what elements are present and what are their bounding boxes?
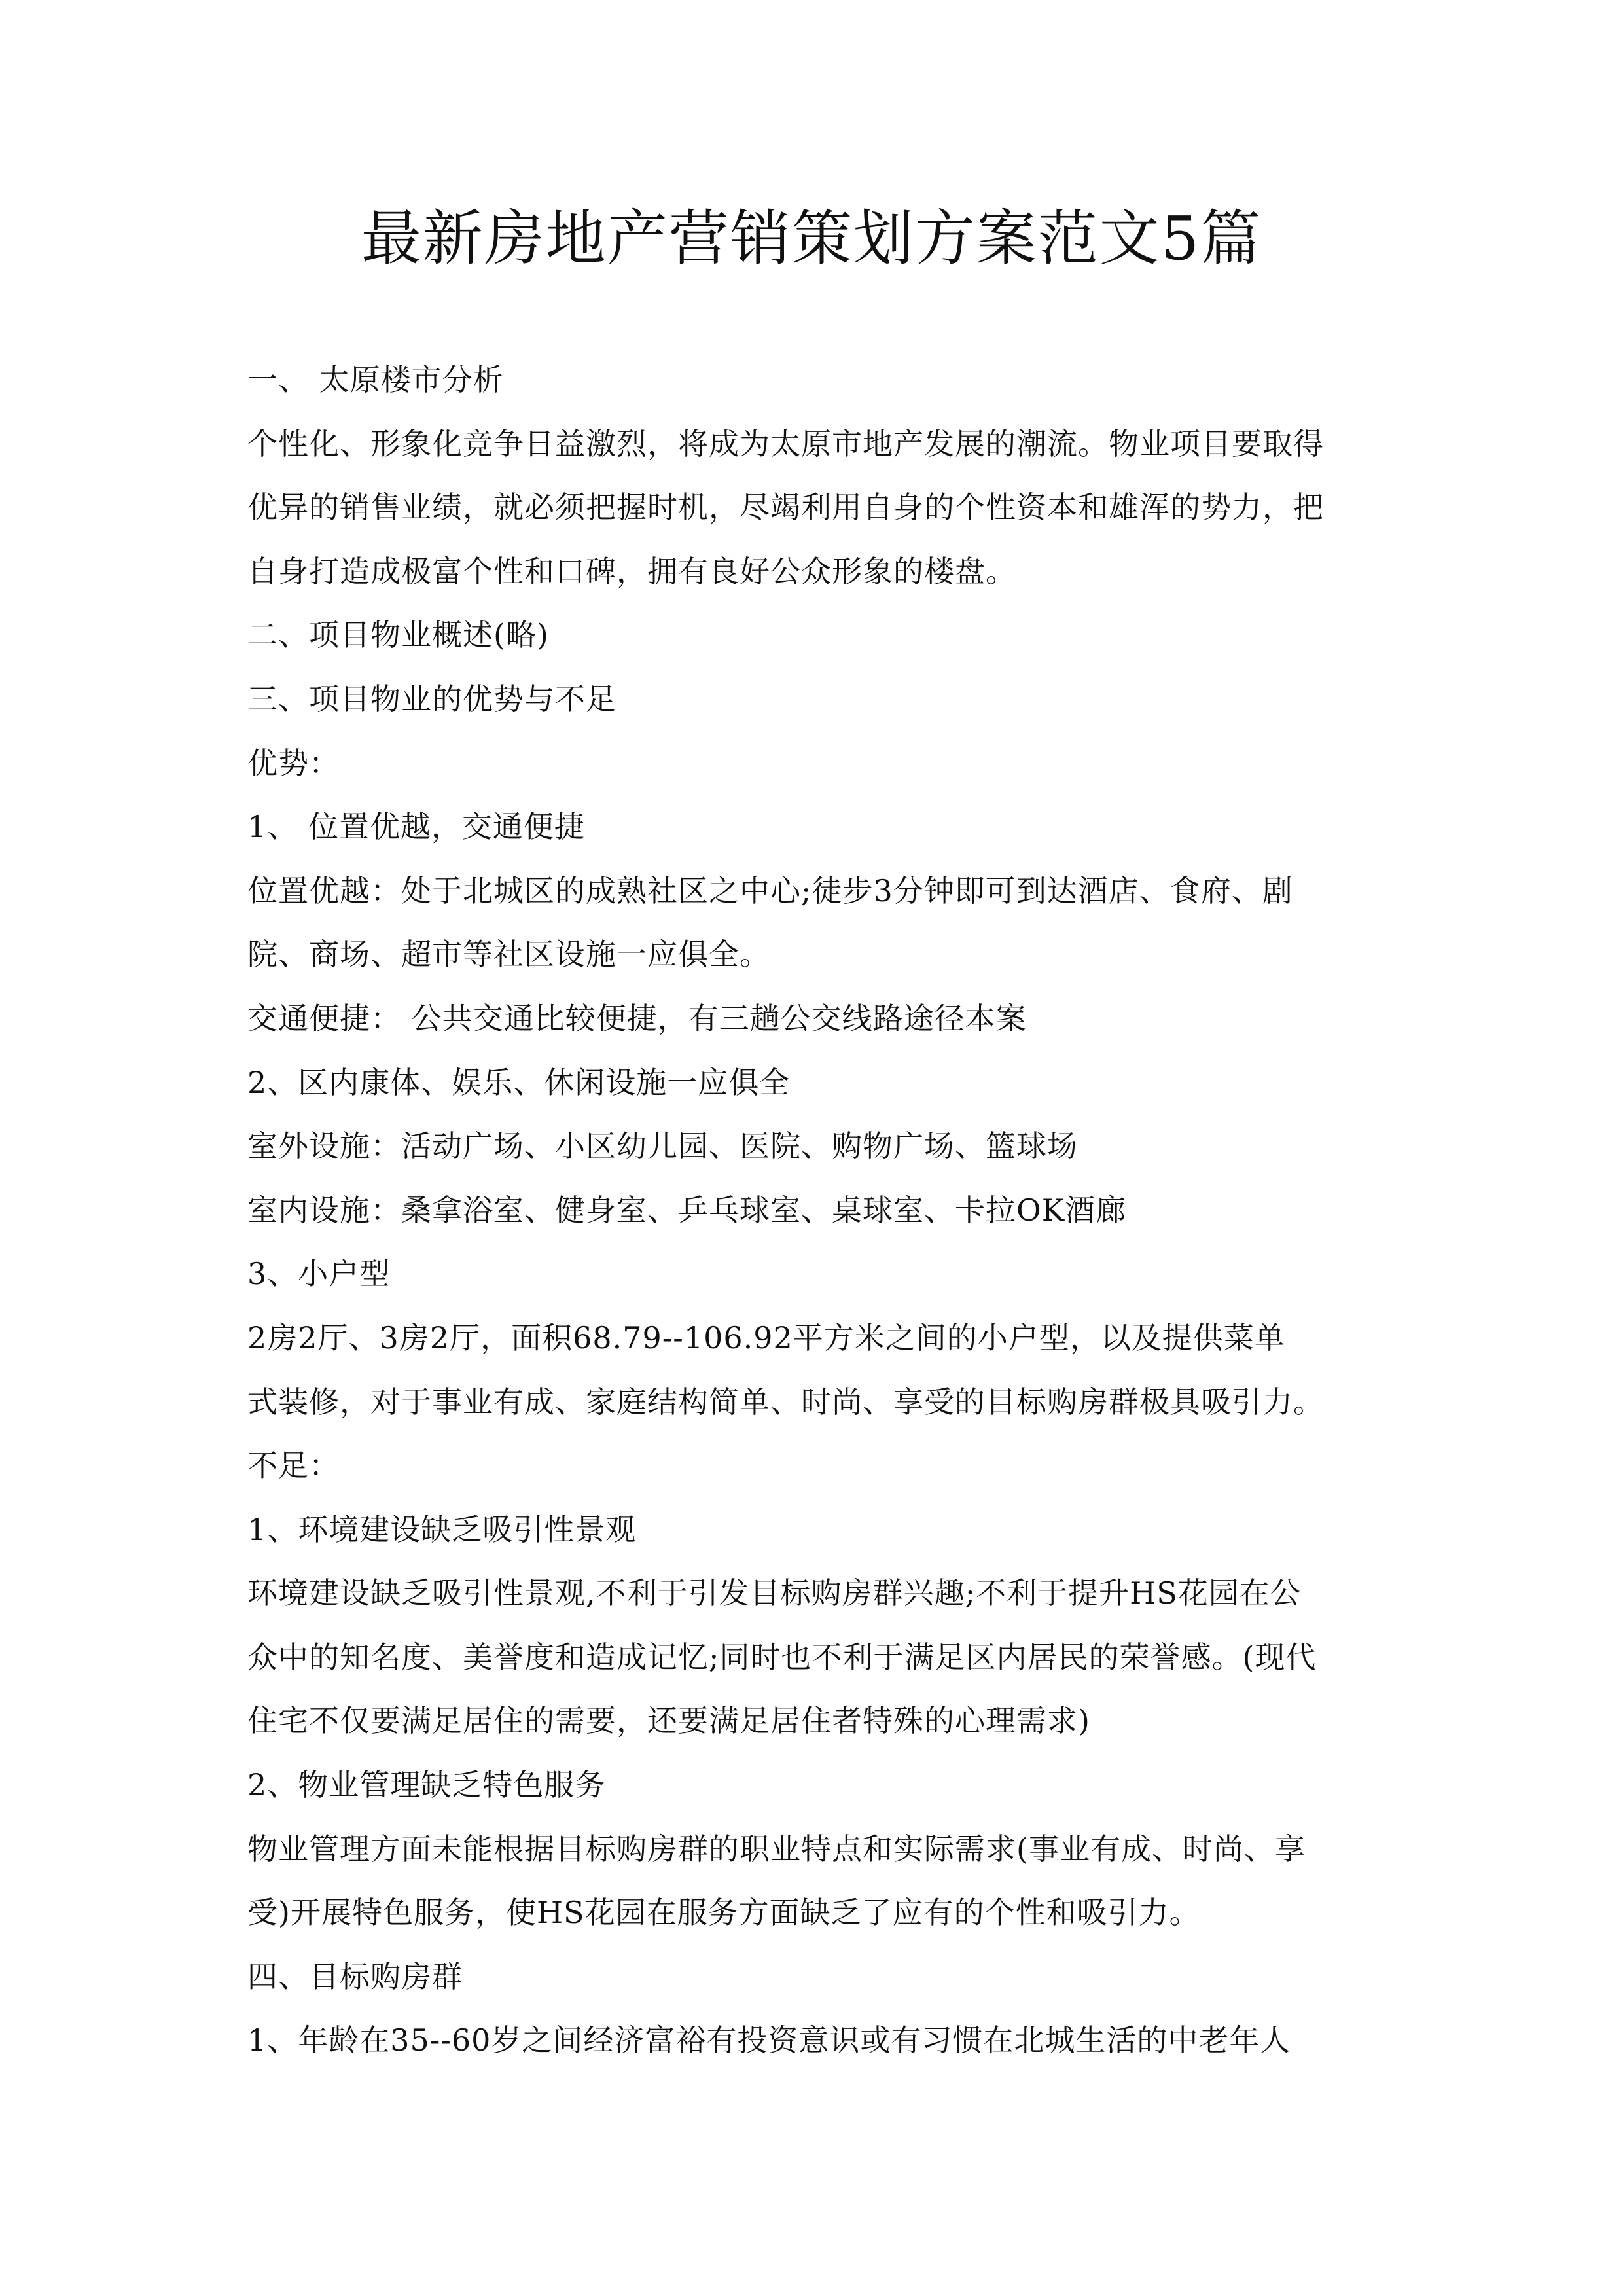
subheading-line: 3、小户型 [247, 1256, 391, 1292]
paragraph-line: 交通便捷： 公共交通比较便捷，有三趟公交线路途径本案 [247, 1000, 1027, 1036]
heading-line: 二、项目物业概述(略) [247, 617, 549, 653]
subheading-line: 1、 位置优越，交通便捷 [247, 809, 585, 845]
paragraph-line: 众中的知名度、美誉度和造成记忆;同时也不利于满足区内居民的荣誉感。(现代 [247, 1639, 1317, 1675]
subheading-line: 2、区内康体、娱乐、休闲设施一应俱全 [247, 1064, 791, 1100]
paragraph-line: 院、商场、超市等社区设施一应俱全。 [247, 937, 770, 973]
subheading-line: 优势： [247, 745, 340, 781]
paragraph-line: 1、年龄在35--60岁之间经济富裕有投资意识或有习惯在北城生活的中老年人 [247, 2022, 1291, 2058]
document-title: 最新房地产营销策划方案范文5篇 [361, 204, 1262, 274]
subheading-line: 不足： [247, 1448, 340, 1484]
subheading-line: 2、物业管理缺乏特色服务 [247, 1767, 606, 1803]
paragraph-line: 住宅不仅要满足居住的需要，还要满足居住者特殊的心理需求) [247, 1703, 1090, 1739]
paragraph-line: 物业管理方面未能根据目标购房群的职业特点和实际需求(事业有成、时尚、享 [247, 1831, 1306, 1867]
paragraph-line: 受)开展特色服务，使HS花园在服务方面缺乏了应有的个性和吸引力。 [247, 1895, 1200, 1931]
heading-line: 三、项目物业的优势与不足 [247, 681, 616, 717]
paragraph-line: 个性化、形象化竞争日益激烈，将成为太原市地产发展的潮流。物业项目要取得 [247, 425, 1324, 461]
paragraph-line: 室内设施：桑拿浴室、健身室、乒乓球室、桌球室、卡拉OK酒廊 [247, 1192, 1127, 1228]
paragraph-line: 2房2厅、3房2厅，面积68.79--106.92平方米之间的小户型，以及提供菜单 [247, 1319, 1285, 1355]
heading-line: 一、 太原楼市分析 [247, 362, 504, 397]
document-body [247, 348, 1399, 2073]
subheading-line: 1、环境建设缺乏吸引性景观 [247, 1511, 637, 1547]
paragraph-line: 位置优越：处于北城区的成熟社区之中心;徒步3分钟即可到达酒店、食府、剧 [247, 872, 1293, 908]
heading-line: 四、目标购房群 [247, 1958, 463, 1994]
paragraph-line: 式装修，对于事业有成、家庭结构简单、时尚、享受的目标购房群极具吸引力。 [247, 1384, 1324, 1420]
paragraph-line: 室外设施：活动广场、小区幼儿园、医院、购物广场、篮球场 [247, 1128, 1078, 1164]
paragraph-line: 自身打造成极富个性和口碑，拥有良好公众形象的楼盘。 [247, 553, 1016, 589]
paragraph-line: 优异的销售业绩，就必须把握时机，尽竭利用自身的个性资本和雄浑的势力，把 [247, 490, 1324, 526]
paragraph-line: 环境建设缺乏吸引性景观,不利于引发目标购房群兴趣;不利于提升HS花园在公 [247, 1575, 1301, 1611]
